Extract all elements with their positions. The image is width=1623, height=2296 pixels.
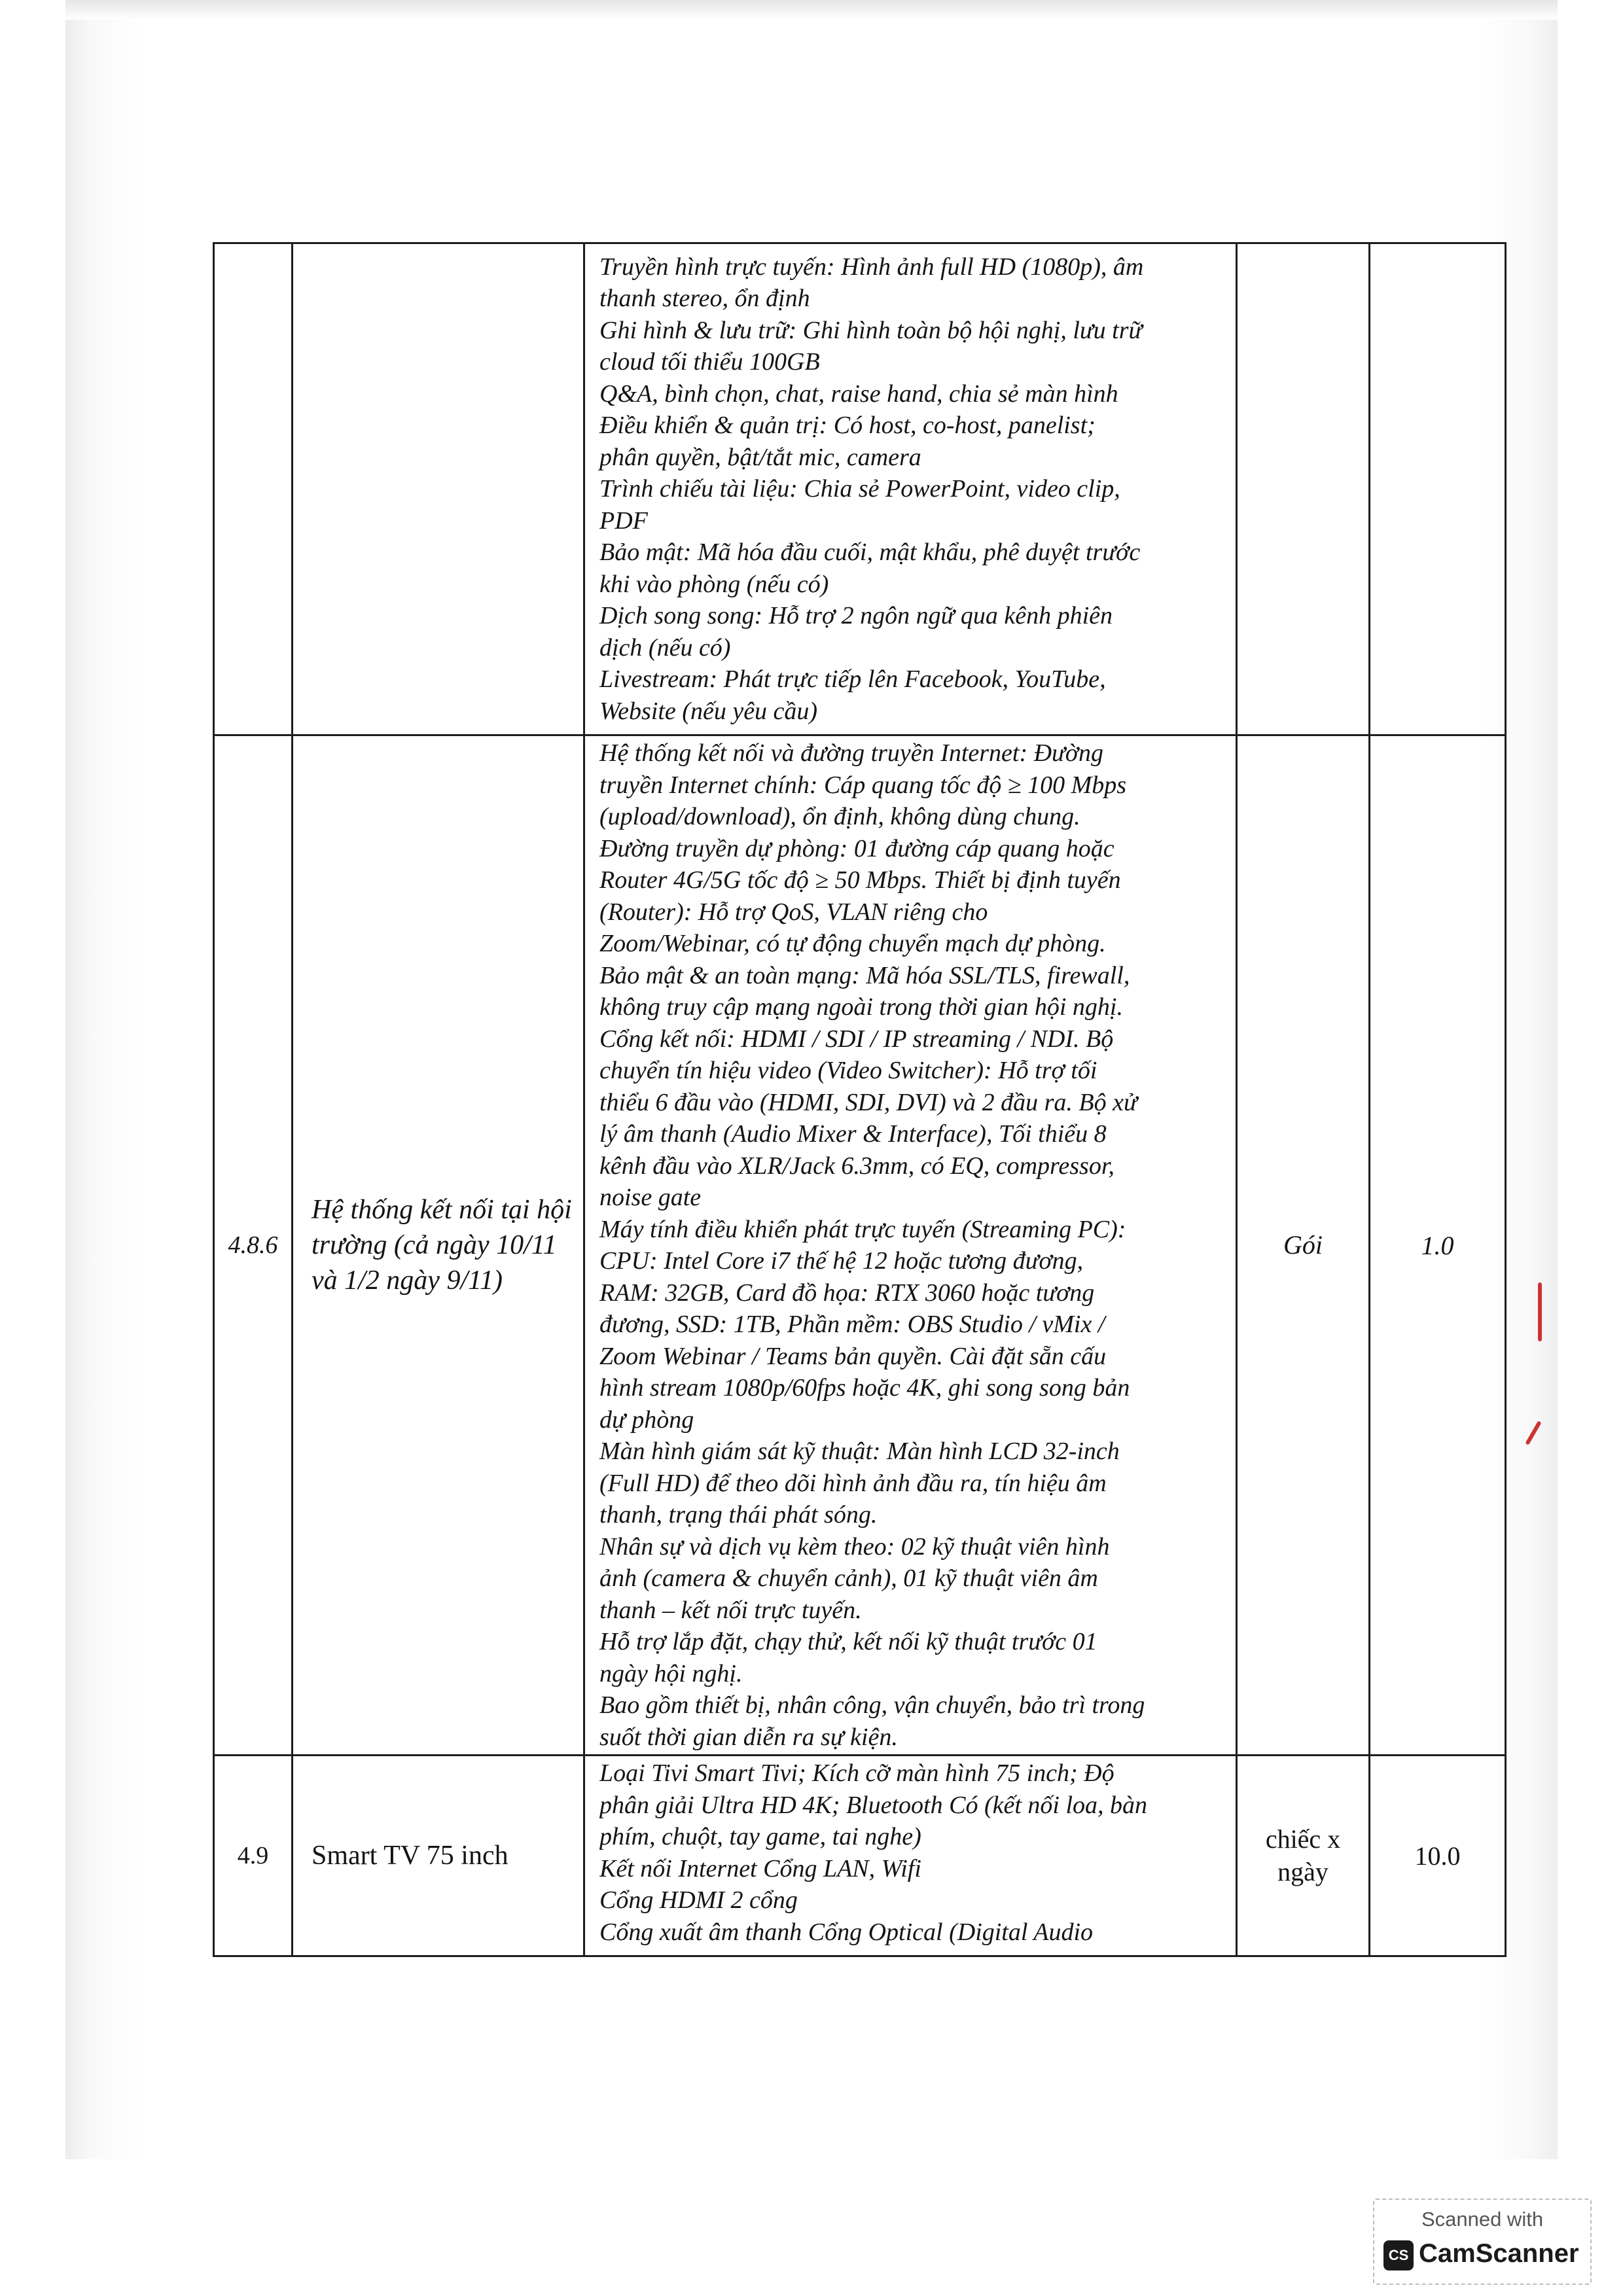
spec-line: Q&A, bình chọn, chat, raise hand, chia sẻ màn hình bbox=[599, 380, 1118, 408]
spec-line: PDF bbox=[599, 506, 648, 535]
page-top-edge bbox=[65, 0, 1558, 20]
spec-line: CPU: Intel Core i7 thế hệ 12 hoặc tương đương, bbox=[599, 1247, 1084, 1275]
row-number-cell bbox=[214, 243, 293, 735]
spec-line: Website (nếu yêu cầu) bbox=[599, 697, 818, 725]
stamp-edge-mark bbox=[1538, 1282, 1542, 1341]
spec-line: Bao gồm thiết bị, nhân công, vận chuyển, bảo trì trong bbox=[599, 1691, 1145, 1719]
equipment-table bbox=[213, 242, 1507, 1957]
spec-line: kênh đầu vào XLR/Jack 6.3mm, có EQ, compressor, bbox=[599, 1152, 1115, 1180]
spec-line: RAM: 32GB, Card đồ họa: RTX 3060 hoặc tương bbox=[599, 1279, 1095, 1307]
spec-line: lý âm thanh (Audio Mixer & Interface), Tối thiểu 8 bbox=[599, 1120, 1107, 1148]
item-name-cell bbox=[293, 243, 584, 735]
spec-cell bbox=[584, 243, 1237, 735]
row-number-cell: 4.9 bbox=[214, 1756, 293, 1956]
spec-line: thanh, trạng thái phát sóng. bbox=[599, 1501, 878, 1528]
spec-line: Dịch song song: Hỗ trợ 2 ngôn ngữ qua kênh phiên bbox=[599, 602, 1113, 630]
spec-line: Hệ thống kết nối và đường truyền Internet: Đường bbox=[599, 739, 1104, 767]
spec-line: Nhân sự và dịch vụ kèm theo: 02 kỹ thuật viên hình bbox=[599, 1532, 1110, 1561]
quantity-cell: 10.0 bbox=[1370, 1756, 1506, 1956]
camscanner-badge bbox=[1373, 2199, 1592, 2285]
spec-line: (upload/download), ổn định, không dùng chung. bbox=[599, 803, 1080, 830]
spec-line: (Router): Hỗ trợ QoS, VLAN riêng cho bbox=[599, 898, 988, 926]
table-row bbox=[214, 243, 1506, 735]
spec-line: thanh – kết nối trực tuyến. bbox=[599, 1596, 862, 1624]
spec-line: Cổng HDMI 2 cổng bbox=[599, 1886, 798, 1914]
spec-line: truyền Internet chính: Cáp quang tốc độ ≥ 100 Mbps bbox=[599, 771, 1127, 799]
spec-line: ảnh (camera & chuyển cảnh), 01 kỹ thuật viên âm bbox=[599, 1564, 1098, 1592]
spec-line: Màn hình giám sát kỹ thuật: Màn hình LCD 32-inch bbox=[599, 1438, 1120, 1465]
spec-line: Router 4G/5G tốc độ ≥ 50 Mbps. Thiết bị định tuyến bbox=[599, 866, 1121, 894]
quantity-cell: 1.0 bbox=[1370, 735, 1506, 1756]
spec-line: Bảo mật: Mã hóa đầu cuối, mật khẩu, phê duyệt trước bbox=[599, 539, 1141, 567]
unit-cell bbox=[1237, 243, 1370, 735]
spec-line: Bảo mật & an toàn mạng: Mã hóa SSL/TLS, firewall, bbox=[599, 961, 1130, 989]
spec-line: thiểu 6 đầu vào (HDMI, SDI, DVI) và 2 đầu ra. Bộ xử bbox=[599, 1088, 1137, 1116]
spec-line: Livestream: Phát trực tiếp lên Facebook, YouTube, bbox=[599, 665, 1106, 694]
item-name-cell: Hệ thống kết nối tại hội trường (cả ngày 10/11 và 1/2 ngày 9/11) bbox=[293, 735, 584, 1756]
spec-line: đương, SSD: 1TB, Phần mềm: OBS Studio / vMix / bbox=[599, 1311, 1105, 1338]
table-row bbox=[214, 735, 1506, 1756]
scanned-with-label: Scanned with bbox=[1421, 2208, 1544, 2231]
item-name-cell: Smart TV 75 inch bbox=[293, 1756, 584, 1956]
row-number-cell: 4.8.6 bbox=[214, 735, 293, 1756]
unit-cell: chiếc x ngày bbox=[1237, 1756, 1370, 1956]
spec-line: hình stream 1080p/60fps hoặc 4K, ghi song song bản bbox=[599, 1374, 1130, 1402]
spec-line: Đường truyền dự phòng: 01 đường cáp quang hoặc bbox=[599, 834, 1115, 862]
quantity-cell bbox=[1370, 243, 1506, 735]
spec-line: chuyển tín hiệu video (Video Switcher): Hỗ trợ tối bbox=[599, 1057, 1097, 1084]
spec-line: phân quyền, bật/tắt mic, camera bbox=[599, 443, 921, 471]
table-row bbox=[214, 1756, 1506, 1956]
spec-line: Điều khiển & quản trị: Có host, co-host, panelist; bbox=[599, 412, 1096, 440]
spec-line: không truy cập mạng ngoài trong thời gian hội nghị. bbox=[599, 993, 1123, 1021]
spec-line: Cổng kết nối: HDMI / SDI / IP streaming / NDI. Bộ bbox=[599, 1025, 1114, 1053]
spec-line: phím, chuột, tay game, tai nghe) bbox=[599, 1823, 921, 1850]
spec-line: dự phòng bbox=[599, 1405, 694, 1434]
camscanner-logo-icon: CS bbox=[1383, 2240, 1414, 2270]
spec-list bbox=[599, 251, 1226, 728]
spec-line: Zoom/Webinar, có tự động chuyển mạch dự phòng. bbox=[599, 930, 1106, 957]
spec-line: Truyền hình trực tuyến: Hình ảnh full HD (1080p), âm bbox=[599, 253, 1144, 281]
spec-line: Hỗ trợ lắp đặt, chạy thử, kết nối kỹ thuật trước 01 bbox=[599, 1628, 1097, 1655]
spec-cell bbox=[584, 735, 1237, 1756]
spec-list bbox=[599, 1757, 1226, 1954]
spec-list bbox=[599, 737, 1226, 1753]
spec-line: Trình chiếu tài liệu: Chia sẻ PowerPoint, video clip, bbox=[599, 475, 1120, 503]
spec-line: Cổng xuất âm thanh Cổng Optical (Digital Audio bbox=[599, 1918, 1094, 1946]
spec-line: (Full HD) để theo dõi hình ảnh đầu ra, tín hiệu âm bbox=[599, 1469, 1107, 1497]
spec-line: noise gate bbox=[599, 1184, 702, 1211]
spec-line: Loại Tivi Smart Tivi; Kích cỡ màn hình 75 inch; Độ bbox=[599, 1759, 1115, 1787]
spec-line: ngày hội nghị. bbox=[599, 1659, 743, 1687]
spec-line: Kết nối Internet Cổng LAN, Wifi bbox=[599, 1854, 921, 1882]
spec-line: Zoom Webinar / Teams bản quyền. Cài đặt sẵn cấu bbox=[599, 1342, 1107, 1370]
spec-line: Ghi hình & lưu trữ: Ghi hình toàn bộ hội nghị, lưu trữ bbox=[599, 316, 1143, 344]
unit-cell: Gói bbox=[1237, 735, 1370, 1756]
spec-line: suốt thời gian diễn ra sự kiện. bbox=[599, 1723, 898, 1751]
spec-line: khi vào phòng (nếu có) bbox=[599, 570, 829, 598]
spec-cell bbox=[584, 1756, 1237, 1956]
spec-line: Máy tính điều khiển phát trực tuyến (Streaming PC): bbox=[599, 1215, 1126, 1243]
spec-line: thanh stereo, ổn định bbox=[599, 285, 810, 313]
spec-line: phân giải Ultra HD 4K; Bluetooth Có (kết nối loa, bàn bbox=[599, 1791, 1148, 1819]
spec-line: cloud tối thiểu 100GB bbox=[599, 348, 820, 376]
spec-line: dịch (nếu có) bbox=[599, 633, 731, 662]
camscanner-name: CamScanner bbox=[1419, 2239, 1579, 2268]
